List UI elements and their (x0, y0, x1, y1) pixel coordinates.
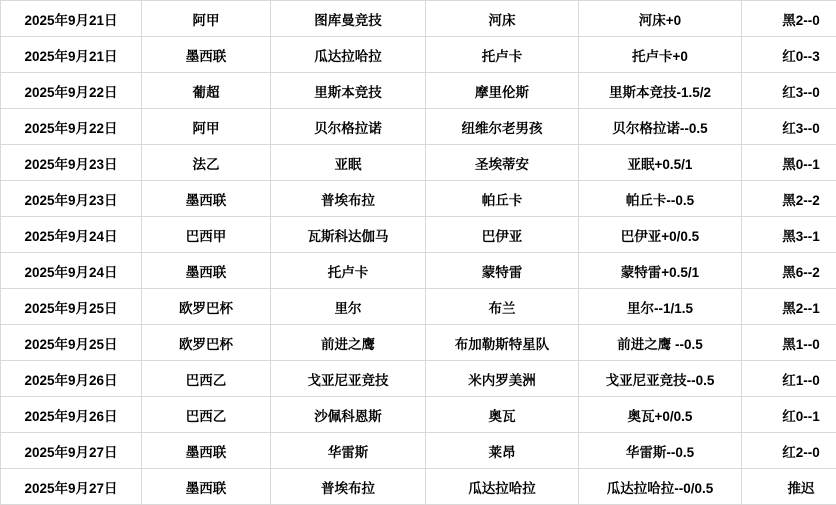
cell-pick: 托卢卡+0 (579, 37, 742, 73)
cell-home-team: 前进之鹰 (271, 325, 426, 361)
cell-away-team: 圣埃蒂安 (426, 145, 579, 181)
cell-pick: 河床+0 (579, 1, 742, 37)
cell-date: 2025年9月23日 (1, 181, 142, 217)
cell-home-team: 里尔 (271, 289, 426, 325)
cell-league: 阿甲 (142, 1, 271, 37)
cell-league: 巴西乙 (142, 361, 271, 397)
cell-home-team: 瓜达拉哈拉 (271, 37, 426, 73)
cell-league: 巴西甲 (142, 217, 271, 253)
cell-home-team: 图库曼竞技 (271, 1, 426, 37)
cell-pick: 帕丘卡--0.5 (579, 181, 742, 217)
table-row (1, 181, 836, 217)
table-row (1, 73, 836, 109)
table-row (1, 1, 836, 37)
cell-date: 2025年9月23日 (1, 145, 142, 181)
cell-date: 2025年9月27日 (1, 469, 142, 505)
cell-date: 2025年9月25日 (1, 325, 142, 361)
cell-result: 黑2--2 (742, 181, 836, 217)
cell-result: 红3--0 (742, 109, 836, 145)
cell-result: 红3--0 (742, 73, 836, 109)
table-row (1, 109, 836, 145)
cell-away-team: 帕丘卡 (426, 181, 579, 217)
table-row (1, 397, 836, 433)
cell-date: 2025年9月24日 (1, 217, 142, 253)
cell-pick: 贝尔格拉诺--0.5 (579, 109, 742, 145)
cell-result: 红1--0 (742, 361, 836, 397)
cell-pick: 巴伊亚+0/0.5 (579, 217, 742, 253)
table-row (1, 433, 836, 469)
cell-date: 2025年9月26日 (1, 361, 142, 397)
cell-away-team: 布兰 (426, 289, 579, 325)
cell-league: 法乙 (142, 145, 271, 181)
cell-date: 2025年9月21日 (1, 1, 142, 37)
cell-home-team: 普埃布拉 (271, 469, 426, 505)
cell-league: 葡超 (142, 73, 271, 109)
cell-pick: 里斯本竞技-1.5/2 (579, 73, 742, 109)
cell-away-team: 托卢卡 (426, 37, 579, 73)
cell-home-team: 里斯本竞技 (271, 73, 426, 109)
cell-pick: 里尔--1/1.5 (579, 289, 742, 325)
cell-league: 墨西联 (142, 181, 271, 217)
cell-league: 墨西联 (142, 253, 271, 289)
cell-result: 黑2--1 (742, 289, 836, 325)
cell-away-team: 河床 (426, 1, 579, 37)
cell-away-team: 米内罗美洲 (426, 361, 579, 397)
cell-league: 欧罗巴杯 (142, 325, 271, 361)
cell-league: 欧罗巴杯 (142, 289, 271, 325)
cell-pick: 前进之鹰 --0.5 (579, 325, 742, 361)
cell-date: 2025年9月24日 (1, 253, 142, 289)
cell-pick: 戈亚尼亚竞技--0.5 (579, 361, 742, 397)
cell-date: 2025年9月22日 (1, 73, 142, 109)
table-row (1, 361, 836, 397)
cell-date: 2025年9月25日 (1, 289, 142, 325)
table-row (1, 217, 836, 253)
cell-date: 2025年9月21日 (1, 37, 142, 73)
cell-pick: 蒙特雷+0.5/1 (579, 253, 742, 289)
cell-home-team: 华雷斯 (271, 433, 426, 469)
cell-league: 墨西联 (142, 37, 271, 73)
cell-pick: 华雷斯--0.5 (579, 433, 742, 469)
cell-home-team: 普埃布拉 (271, 181, 426, 217)
cell-pick: 亚眠+0.5/1 (579, 145, 742, 181)
cell-result: 黑6--2 (742, 253, 836, 289)
table-row (1, 469, 836, 505)
cell-home-team: 贝尔格拉诺 (271, 109, 426, 145)
table-row (1, 253, 836, 289)
cell-home-team: 亚眠 (271, 145, 426, 181)
cell-away-team: 布加勒斯特星队 (426, 325, 579, 361)
cell-result: 红0--1 (742, 397, 836, 433)
cell-home-team: 戈亚尼亚竞技 (271, 361, 426, 397)
cell-league: 阿甲 (142, 109, 271, 145)
cell-home-team: 托卢卡 (271, 253, 426, 289)
cell-league: 墨西联 (142, 469, 271, 505)
cell-home-team: 瓦斯科达伽马 (271, 217, 426, 253)
cell-result: 推迟 (742, 469, 836, 505)
table-row (1, 145, 836, 181)
cell-home-team: 沙佩科恩斯 (271, 397, 426, 433)
cell-away-team: 纽维尔老男孩 (426, 109, 579, 145)
cell-away-team: 瓜达拉哈拉 (426, 469, 579, 505)
cell-pick: 瓜达拉哈拉--0/0.5 (579, 469, 742, 505)
cell-date: 2025年9月27日 (1, 433, 142, 469)
cell-pick: 奥瓦+0/0.5 (579, 397, 742, 433)
cell-result: 红2--0 (742, 433, 836, 469)
cell-result: 黑3--1 (742, 217, 836, 253)
cell-league: 墨西联 (142, 433, 271, 469)
cell-result: 黑2--0 (742, 1, 836, 37)
table-body (1, 1, 836, 505)
cell-away-team: 莱昂 (426, 433, 579, 469)
cell-result: 黑1--0 (742, 325, 836, 361)
cell-away-team: 奥瓦 (426, 397, 579, 433)
table-row (1, 289, 836, 325)
cell-result: 黑0--1 (742, 145, 836, 181)
table-row (1, 325, 836, 361)
cell-away-team: 巴伊亚 (426, 217, 579, 253)
cell-league: 巴西乙 (142, 397, 271, 433)
table-row (1, 37, 836, 73)
cell-date: 2025年9月22日 (1, 109, 142, 145)
cell-result: 红0--3 (742, 37, 836, 73)
cell-date: 2025年9月26日 (1, 397, 142, 433)
cell-away-team: 蒙特雷 (426, 253, 579, 289)
cell-away-team: 摩里伦斯 (426, 73, 579, 109)
